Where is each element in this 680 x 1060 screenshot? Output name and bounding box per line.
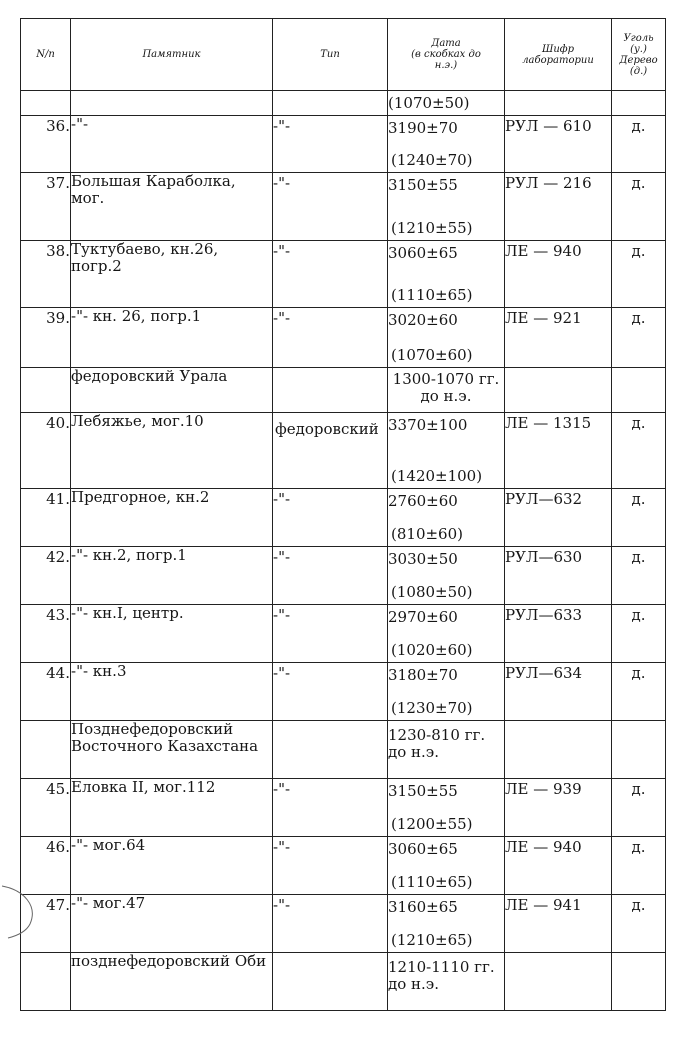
date-cell [388,895,505,953]
sample-material: д. [612,779,666,837]
culture-type: -"- [273,605,388,663]
date-bc: (810±60) [391,525,463,543]
monument-name: Предгорное, кн.2 [71,489,273,547]
row-number: 43. [21,605,71,663]
culture-type: -"- [273,116,388,173]
date-cell [388,605,505,663]
date-bc: (1210±55) [391,219,473,237]
culture-type: -"- [273,663,388,721]
date-bp: 2970±60 [388,608,458,626]
date-cell [388,837,505,895]
sample-material: д. [612,663,666,721]
date-bp: 3150±55 [388,176,458,194]
culture-type: -"- [273,241,388,308]
culture-type: федоровский [273,413,388,489]
sample-material: д. [612,895,666,953]
lab-code: РУЛ—632 [505,489,612,547]
lab-code: ЛЕ — 939 [505,779,612,837]
table-row [21,895,666,953]
sample-material: д. [612,489,666,547]
group-row [21,953,666,1011]
date-cell [388,173,505,241]
date-cell [388,308,505,368]
culture-type: -"- [273,489,388,547]
monument-name: -"- мог.47 [71,895,273,953]
group-date-range: 1230-810 гг. до н.э. [388,721,505,779]
date-cell [388,413,505,489]
culture-type: -"- [273,308,388,368]
date-bc: (1070±60) [391,346,473,364]
sample-material: д. [612,308,666,368]
row-number: 46. [21,837,71,895]
date-cell [388,91,505,116]
date-bp: 3160±65 [388,898,458,916]
lab-code: ЛЕ — 940 [505,241,612,308]
date-bp: 3180±70 [388,666,458,684]
table-row [21,779,666,837]
header-monument: Памятник [71,19,273,91]
culture-type: -"- [273,173,388,241]
row-number: 38. [21,241,71,308]
date-cell [388,547,505,605]
lab-code: РУЛ—634 [505,663,612,721]
sample-material: д. [612,173,666,241]
header-date: Дата (в скобках до н.э.) [388,19,505,91]
table-row [21,837,666,895]
culture-type: -"- [273,837,388,895]
date-cell [388,663,505,721]
lab-code: РУЛ — 216 [505,173,612,241]
lab-code: ЛЕ — 921 [505,308,612,368]
row-number: 44. [21,663,71,721]
table-row [21,605,666,663]
group-row [21,721,666,779]
radiocarbon-dates-table [20,18,666,1011]
header-material: Уголь (у.) Дерево (д.) [612,19,666,91]
date-bp: 3150±55 [388,782,458,800]
row-number: 41. [21,489,71,547]
sample-material: д. [612,241,666,308]
table-row [21,547,666,605]
culture-type: -"- [273,895,388,953]
monument-name: Большая Караболка, мог. [71,173,273,241]
group-date-range: 1300-1070 гг. до н.э. [388,368,505,413]
date-bc: (1210±65) [391,931,473,949]
table-row [21,308,666,368]
row-number: 42. [21,547,71,605]
culture-type: -"- [273,547,388,605]
date-bp: 2760±60 [388,492,458,510]
date-bp: 3030±50 [388,550,458,568]
margin-pencil-mark [0,880,40,940]
group-title: Позднефедоровский Восточного Казахстана [71,721,273,779]
sample-material: д. [612,547,666,605]
sample-material: д. [612,413,666,489]
monument-name: -"- кн.2, погр.1 [71,547,273,605]
monument-name: Лебяжье, мог.10 [71,413,273,489]
date-bp: 3060±65 [388,840,458,858]
date-bc: (1080±50) [391,583,473,601]
row-number: 39. [21,308,71,368]
date-cell [388,241,505,308]
date-bc: (1110±65) [391,286,473,304]
monument-name: Еловка II, мог.112 [71,779,273,837]
date-bc: (1420±100) [391,467,483,485]
table-body [21,91,666,1011]
monument-name: -"- [71,116,273,173]
date-bp: 3020±60 [388,311,458,329]
date-bc: (1200±55) [391,815,473,833]
row-number: 45. [21,779,71,837]
table-row [21,663,666,721]
date-bp: 3060±65 [388,244,458,262]
lab-code: ЛЕ — 1315 [505,413,612,489]
group-row [21,368,666,413]
sample-material: д. [612,116,666,173]
date-bc: (1070±50) [388,94,470,112]
table-row [21,413,666,489]
culture-type: -"- [273,779,388,837]
group-date-range: 1210-1110 гг. до н.э. [388,953,505,1011]
group-title: позднефедоровский Оби [71,953,273,1011]
header-num: N/n [21,19,71,91]
monument-name: -"- кн.I, центр. [71,605,273,663]
header-type: Тип [273,19,388,91]
table-row [21,489,666,547]
row-number: 47. [21,895,71,953]
monument-name: -"- мог.64 [71,837,273,895]
lab-code: РУЛ—630 [505,547,612,605]
lab-code: РУЛ — 610 [505,116,612,173]
group-title: федоровский Урала [71,368,273,413]
monument-name: -"- кн.3 [71,663,273,721]
header-lab: Шифр лаборатории [505,19,612,91]
lab-code: РУЛ—633 [505,605,612,663]
date-cell [388,779,505,837]
date-bc: (1230±70) [391,699,473,717]
row-number: 40. [21,413,71,489]
row-number: 36. [21,116,71,173]
lab-code: ЛЕ — 940 [505,837,612,895]
date-cell [388,116,505,173]
monument-name: -"- кн. 26, погр.1 [71,308,273,368]
date-bc: (1240±70) [391,151,473,169]
lab-code: ЛЕ — 941 [505,895,612,953]
table-row [21,241,666,308]
row-number: 37. [21,173,71,241]
sample-material: д. [612,837,666,895]
monument-name: Туктубаево, кн.26, погр.2 [71,241,273,308]
continuation-row [21,91,666,116]
table-row [21,173,666,241]
header-row [21,19,666,91]
date-bp: 3370±100 [388,416,468,434]
date-bp: 3190±70 [388,119,458,137]
date-cell [388,489,505,547]
date-bc: (1110±65) [391,873,473,891]
sample-material: д. [612,605,666,663]
table-row [21,116,666,173]
date-bc: (1020±60) [391,641,473,659]
